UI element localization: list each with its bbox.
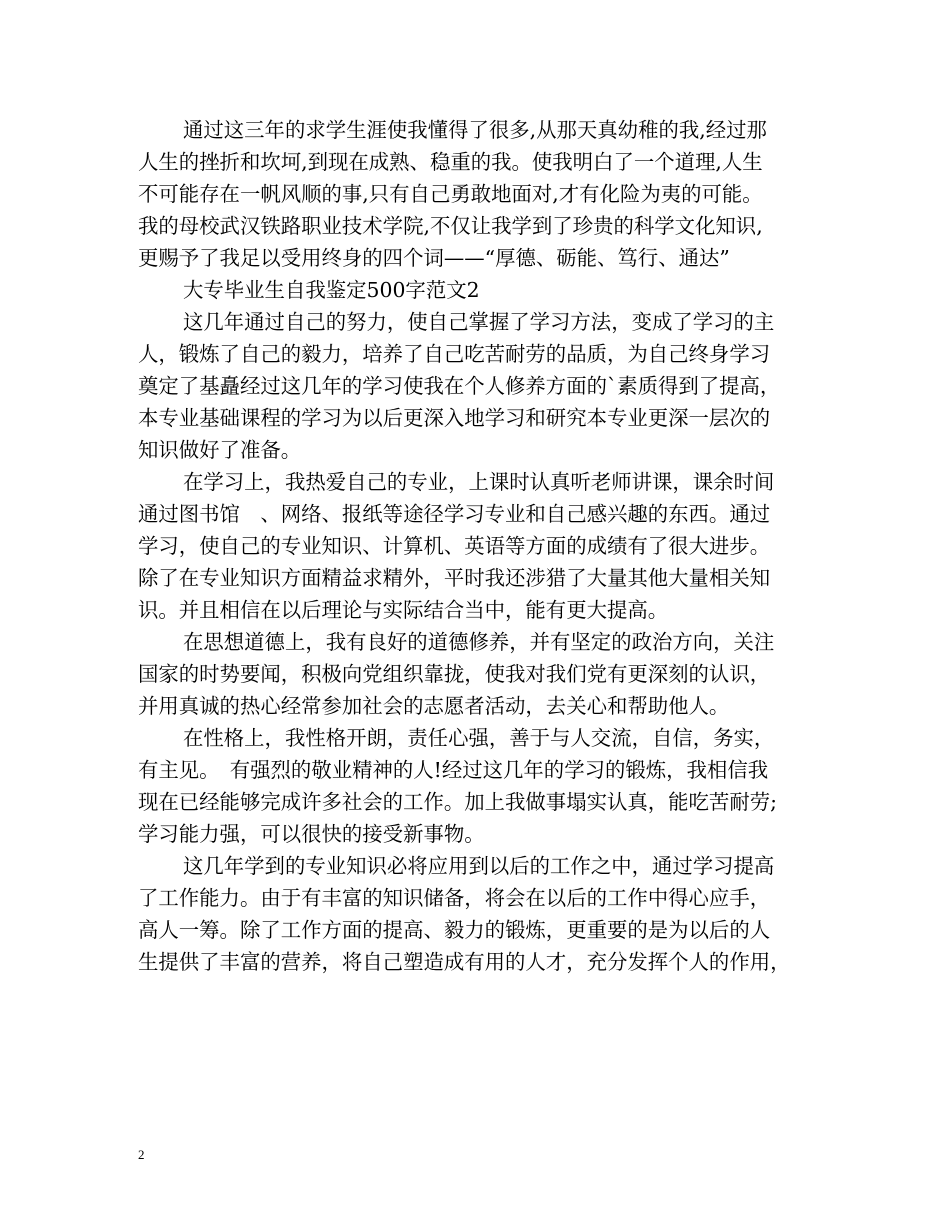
text-line: 大专毕业生自我鉴定500字范文2 bbox=[183, 278, 480, 302]
page-number: 2 bbox=[138, 1147, 145, 1162]
text-line: 通过图书馆 、网络、报纸等途径学习专业和自己感兴趣的东西。通过 bbox=[138, 502, 771, 526]
text-line: 识。并且相信在以后理论与实际结合当中，能有更大提高。 bbox=[138, 598, 669, 622]
text-line: 现在已经能够完成许多社会的工作。加上我做事塌实认真，能吃苦耐劳; bbox=[138, 790, 777, 814]
text-line: 奠定了基矗经过这几年的学习使我在个人修养方面的`素质得到了提高， bbox=[138, 374, 781, 398]
text-line: 人生的挫折和坎坷,到现在成熟、稳重的我。使我明白了一个道理,人生 bbox=[138, 150, 763, 174]
text-line: 国家的时势要闻，积极向党组织靠拢，使我对我们党有更深刻的认识， bbox=[138, 662, 771, 686]
text-line: 不可能存在一帆风顺的事,只有自己勇敢地面对,才有化险为夷的可能。 bbox=[138, 182, 763, 206]
text-line: 本专业基础课程的学习为以后更深入地学习和研究本专业更深一层次的 bbox=[138, 406, 771, 430]
text-line: 高人一筹。除了工作方面的提高、毅力的锻炼，更重要的是为以后的人 bbox=[138, 918, 771, 942]
text-line: 在思想道德上，我有良好的道德修养，并有坚定的政治方向，关注 bbox=[183, 630, 775, 654]
text-line: 学习能力强，可以很快的接受新事物。 bbox=[138, 822, 485, 846]
text-line: 知识做好了准备。 bbox=[138, 438, 302, 462]
text-line: 生提供了丰富的营养，将自己塑造成有用的人才，充分发挥个人的作用， bbox=[138, 950, 791, 974]
text-line: 这几年学到的专业知识必将应用到以后的工作之中，通过学习提高 bbox=[183, 854, 775, 878]
text-line: 人，锻炼了自己的毅力，培养了自己吃苦耐劳的品质，为自己终身学习 bbox=[138, 342, 771, 366]
text-line: 并用真诚的热心经常参加社会的志愿者活动，去关心和帮助他人。 bbox=[138, 694, 730, 718]
text-line: 有主见。 有强烈的敬业精神的人!经过这几年的学习的锻炼，我相信我 bbox=[138, 758, 769, 782]
document-body bbox=[138, 114, 828, 978]
text-line: 学习，使自己的专业知识、计算机、英语等方面的成绩有了很大进步。 bbox=[138, 534, 771, 558]
text-line: 在性格上，我性格开朗，责任心强，善于与人交流，自信，务实， bbox=[183, 726, 775, 750]
text-line: 了工作能力。由于有丰富的知识储备，将会在以后的工作中得心应手， bbox=[138, 886, 771, 910]
text-line: 除了在专业知识方面精益求精外，平时我还涉猎了大量其他大量相关知 bbox=[138, 566, 771, 590]
text-line: 这几年通过自己的努力，使自己掌握了学习方法，变成了学习的主 bbox=[183, 310, 775, 334]
text-line: 更赐予了我足以受用终身的四个词——“厚德、砺能、笃行、通达” bbox=[138, 246, 730, 270]
text-line: 在学习上，我热爱自己的专业，上课时认真听老师讲课，课余时间 bbox=[183, 470, 775, 494]
text-line: 我的母校武汉铁路职业技术学院,不仅让我学到了珍贵的科学文化知识, bbox=[138, 214, 763, 238]
text-line: 通过这三年的求学生涯使我懂得了很多,从那天真幼稚的我,经过那 bbox=[183, 118, 767, 142]
